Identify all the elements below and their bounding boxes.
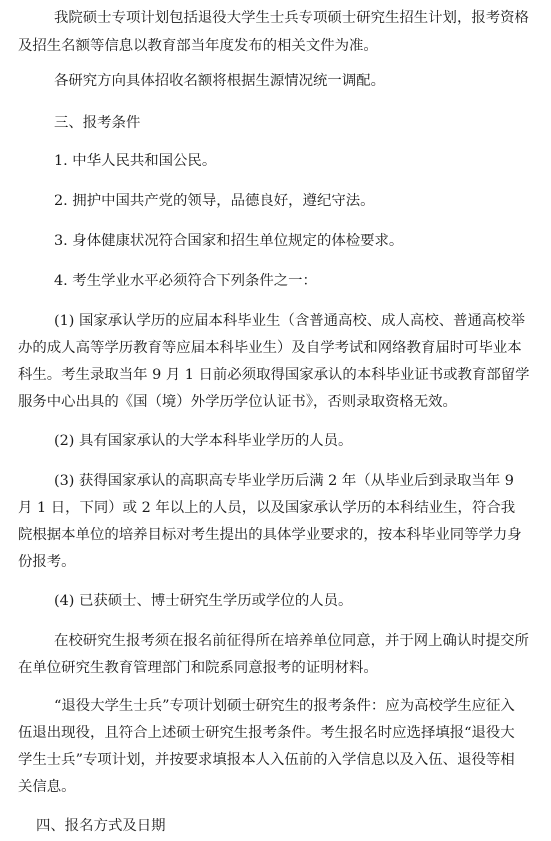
condition-item: 1. 中华人民共和国公民。 <box>54 153 217 169</box>
sub-condition-line: 办的成人高等学历教育等应届本科毕业生）及自学考试和网络教育届时可毕业本 <box>18 340 522 356</box>
sub-condition-line: (4) 已获硕士、博士研究生学历或学位的人员。 <box>54 593 353 609</box>
sub-condition-line: 月 1 日，下同）或 2 年以上的人员，以及国家承认学历的本科结业生，符合我 <box>18 500 516 516</box>
condition-item: 4. 考生学业水平必须符合下列条件之一： <box>54 273 317 289</box>
sub-condition-line: (2) 具有国家承认的大学本科毕业学历的人员。 <box>54 433 353 449</box>
paragraph-line: 及招生名额等信息以教育部当年度发布的相关文件为准。 <box>18 38 378 54</box>
sub-condition-line: 科生。考生录取当年 9 月 1 日前必须取得国家承认的本科毕业证书或教育部留学 <box>18 367 530 383</box>
section-heading: 四、报名方式及日期 <box>36 818 166 834</box>
sub-condition-line: 份报考。 <box>18 554 76 570</box>
paragraph-line: “退役大学生士兵”专项计划硕士研究生的报考条件：应为高校学生应征入 <box>54 698 515 714</box>
sub-condition-line: (3) 获得国家承认的高职高专毕业学历后满 2 年（从毕业后到录取当年 9 <box>54 473 514 489</box>
paragraph-line: 我院硕士专项计划包括退役大学生士兵专项硕士研究生招生计划，报考资格 <box>54 10 529 26</box>
paragraph-line: 在校研究生报考须在报名前征得所在培养单位同意，并于网上确认时提交所 <box>54 633 529 649</box>
paragraph-line: 各研究方向具体招收名额将根据生源情况统一调配。 <box>54 73 385 89</box>
sub-condition-line: 院根据本单位的培养目标对考生提出的具体学业要求的，按本科毕业同等学力身 <box>18 527 522 543</box>
sub-condition-line: 服务中心出具的《国（境）外学历学位认证书》，否则录取资格无效。 <box>18 394 457 410</box>
condition-item: 3. 身体健康状况符合国家和招生单位规定的体检要求。 <box>54 233 404 249</box>
section-heading: 三、报考条件 <box>54 115 141 131</box>
paragraph-line: 学生士兵”专项计划，并按要求填报本人入伍前的入学信息以及入伍、退役等相 <box>18 752 515 768</box>
paragraph-line: 在单位研究生教育管理部门和院系同意报考的证明材料。 <box>18 660 378 676</box>
paragraph-line: 伍退出现役，且符合上述硕士研究生报考条件。考生报名时应选择填报“退役大 <box>18 725 515 741</box>
sub-condition-line: (1) 国家承认学历的应届本科毕业生（含普通高校、成人高校、普通高校举 <box>54 313 526 329</box>
condition-item: 2. 拥护中国共产党的领导，品德良好，遵纪守法。 <box>54 193 375 209</box>
paragraph-line: 关信息。 <box>18 779 76 795</box>
